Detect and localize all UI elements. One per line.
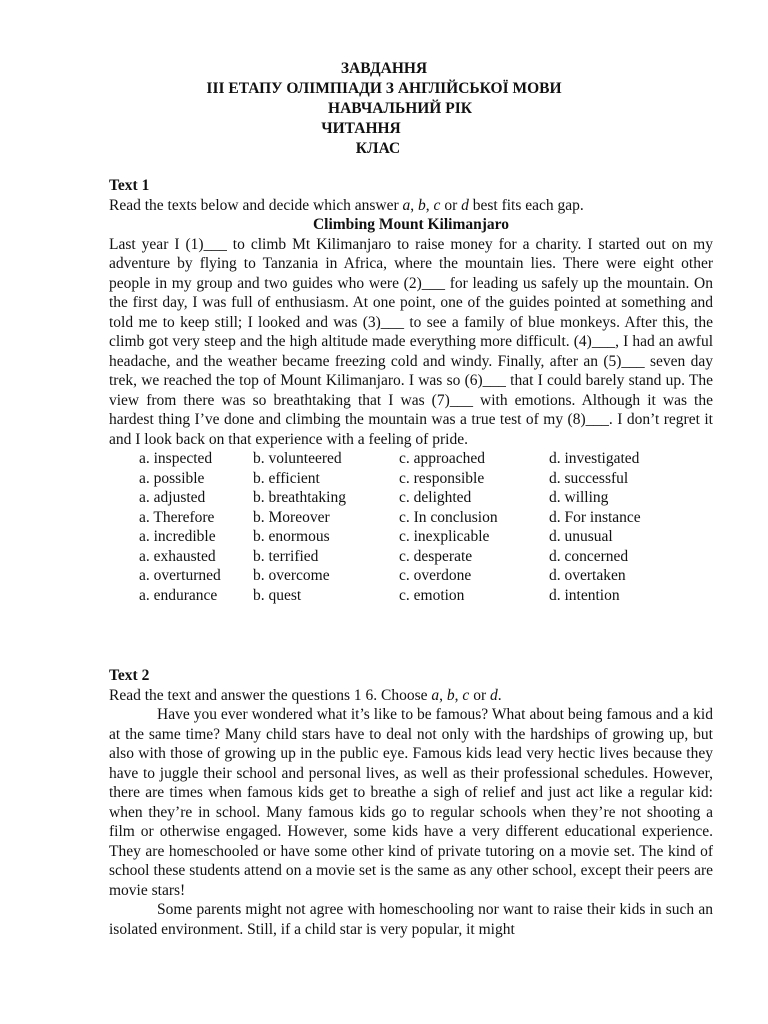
option-b: b. breathtaking — [253, 489, 346, 506]
option-d: d. overtaken — [549, 567, 626, 584]
instruction-text-end: . — [497, 686, 502, 704]
option-d: d. For instance — [549, 508, 641, 526]
text1-instruction — [109, 196, 713, 216]
text2-instruction — [109, 686, 713, 706]
option-b: b. enormous — [253, 528, 330, 545]
option-b: b. efficient — [253, 469, 320, 487]
option-row — [109, 508, 713, 528]
option-c: c. desperate — [399, 547, 473, 565]
option-b: b. terrified — [253, 547, 319, 565]
heading-line-3: НАВЧАЛЬНИЙ РІК — [328, 100, 472, 117]
option-d: d. intention — [549, 586, 620, 604]
option-a: a. overturned — [139, 567, 221, 584]
option-c: c. responsible — [399, 469, 485, 487]
instruction-separator: , — [425, 196, 434, 214]
heading-line-4: ЧИТАННЯ — [321, 120, 401, 137]
instruction-option-c: c — [433, 196, 441, 214]
instruction-option-a: a — [402, 196, 411, 214]
option-c: c. delighted — [399, 489, 472, 506]
option-b: b. Moreover — [253, 508, 330, 526]
text1-paragraph: Last year I (1)___ to climb Mt Kilimanjaro to raise money for a charity. I started out on my adventure by flying to Tanzania in Africa, where the mountain lies. There were eight other people in my group and two guides who were (2)___ for leading us safely up the mountain. On the first day, I was full of enthusiasm. At one point, one of the guides pointed at something and told me to keep still; I looked and was (3)___ to see a family of blue monkeys. After this, the climb got very steep and the high altitude made everything more difficult. (4)___, I had an awful headache, and the weather became freezing cold and windy. Finally, after an (5)___ seven day trek, we reached the top of Mount Kilimanjaro. I was so (6)___ that I could barely stand up. The view from there was so breathtaking that I was (7)___ with emotions. Although it was the hardest thing I’ve done and climbing the mountain was a true test of my (8)___. I don’t regret it and I look back on that experience with a feeling of pride. — [109, 235, 713, 448]
instruction-text: Read the text and answer the questions 1 6. Choose — [109, 686, 432, 704]
option-b: b. volunteered — [253, 450, 342, 467]
option-b: b. quest — [253, 586, 302, 604]
text1-section — [109, 176, 713, 605]
instruction-option-b: b — [446, 686, 455, 704]
option-row — [109, 469, 713, 489]
option-row — [109, 449, 713, 469]
option-c: c. overdone — [399, 567, 472, 584]
option-c: c. In conclusion — [399, 508, 498, 526]
instruction-text: Read the texts below and decide which answer — [109, 196, 403, 214]
instruction-or: or — [440, 196, 462, 214]
instruction-option-d: d — [461, 196, 469, 214]
option-d: d. unusual — [549, 528, 613, 545]
instruction-option-a: a — [431, 686, 440, 704]
text2-paragraph-2: Some parents might not agree with homeschooling nor want to raise their kids in such an isolated environment. Still, if a child star is very popular, it might — [109, 901, 713, 938]
option-row — [109, 527, 713, 547]
option-row — [109, 488, 713, 508]
option-row — [109, 566, 713, 586]
option-d: d. willing — [549, 489, 609, 506]
instruction-separator: , — [410, 196, 419, 214]
option-c: c. emotion — [399, 586, 465, 604]
option-row — [109, 547, 713, 567]
option-d: d. investigated — [549, 450, 640, 467]
option-a: a. adjusted — [139, 489, 206, 506]
heading-line-2: ІІІ ЕТАПУ ОЛІМПІАДИ З АНГЛІЙСЬКОЇ МОВИ — [206, 80, 562, 97]
instruction-option-c: c — [462, 686, 470, 704]
option-a: a. inspected — [139, 450, 213, 467]
text1-label: Text 1 — [109, 177, 150, 194]
option-row — [109, 586, 713, 606]
text2-label: Text 2 — [109, 667, 150, 684]
instruction-separator: , — [439, 686, 447, 704]
document-heading — [0, 59, 768, 159]
option-a: a. exhausted — [139, 547, 216, 565]
option-a: a. incredible — [139, 528, 216, 545]
option-a: a. Therefore — [139, 508, 215, 526]
instruction-separator: , — [454, 686, 463, 704]
instruction-option-d: d — [489, 686, 498, 704]
option-d: d. concerned — [549, 547, 629, 565]
option-c: c. approached — [399, 450, 486, 467]
text1-options — [109, 449, 713, 605]
instruction-option-b: b — [418, 196, 426, 214]
option-d: d. successful — [549, 469, 629, 487]
option-a: a. possible — [139, 469, 205, 487]
instruction-or: or — [469, 686, 490, 704]
heading-line-5: КЛАС — [355, 140, 401, 157]
instruction-text-end: best fits each gap. — [468, 196, 584, 214]
heading-line-1: ЗАВДАННЯ — [340, 60, 428, 77]
option-a: a. endurance — [139, 586, 218, 604]
text2-section — [109, 666, 713, 939]
text1-title: Climbing Mount Kilimanjaro — [312, 216, 510, 233]
option-b: b. overcome — [253, 567, 330, 584]
text2-paragraph-1: Have you ever wondered what it’s like to be famous? What about being famous and a kid at the same time? Many child stars have to deal not only with the hardships of growing up, but also with those of growing up in the public eye. Famous kids lead very hectic lives because they have to juggle their school and personal lives, as well as their professional schedules. However, there are times when famous kids get to breathe a sigh of relief and just act like a regular kid: when they’re in school. Many famous kids go to regular schools when they’re not shooting a film or otherwise engaged. However, some kids have a very different educational experience. They are homeschooled or have some other kind of private tutoring on a movie set. The kind of school these students attend on a movie set is the same as any other school, except their peers are movie stars! — [109, 706, 713, 899]
option-c: c. inexplicable — [399, 528, 490, 545]
